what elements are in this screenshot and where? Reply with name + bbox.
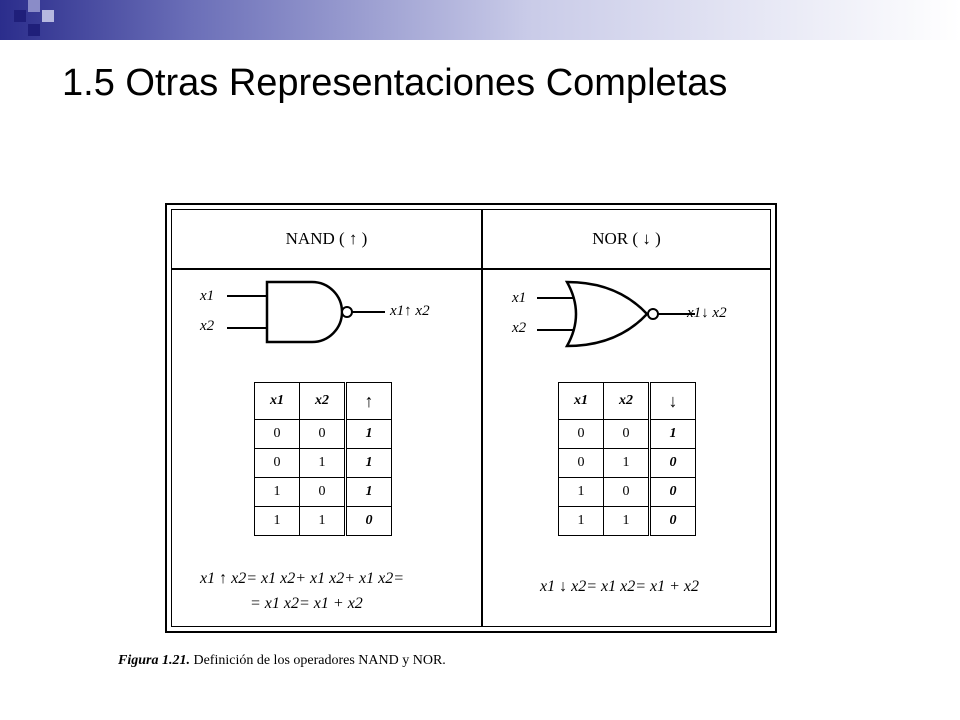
table-row	[559, 478, 696, 507]
nor-header: NOR ( ↓ )	[483, 210, 770, 270]
table-cell: 0	[300, 420, 346, 449]
column-divider	[481, 268, 483, 626]
table-cell: 1	[300, 449, 346, 478]
nand-input2-label: x2	[200, 318, 215, 334]
slide-title: 1.5 Otras Representaciones Completas	[62, 62, 728, 104]
table-cell: 0	[604, 420, 650, 449]
table-cell: 1	[346, 478, 392, 507]
caption-text: Definición de los operadores NAND y NOR.	[193, 653, 446, 668]
table-header-row	[559, 383, 696, 420]
table-cell: 0	[346, 507, 392, 536]
table-cell: 1	[650, 420, 696, 449]
table-header: x2	[604, 383, 650, 420]
table-cell: 1	[559, 507, 604, 536]
table-cell: 0	[559, 449, 604, 478]
decoration-square	[42, 10, 54, 22]
table-row	[255, 507, 392, 536]
nor-gate-icon	[537, 280, 697, 352]
table-header: ↓	[650, 383, 696, 420]
table-cell: 1	[604, 507, 650, 536]
table-cell: 0	[255, 449, 300, 478]
table-row	[255, 420, 392, 449]
table-row	[559, 449, 696, 478]
table-header-row	[255, 383, 392, 420]
table-cell: 0	[650, 449, 696, 478]
table-header: x1	[559, 383, 604, 420]
table-row	[255, 449, 392, 478]
nand-formula-line1: x1 ↑ x2= x1 x2+ x1 x2+ x1 x2=	[200, 570, 404, 587]
figure-frame	[171, 209, 771, 627]
nand-gate-icon	[227, 280, 387, 350]
nand-truth-table	[254, 382, 392, 536]
table-row	[559, 507, 696, 536]
nor-truth-table	[558, 382, 696, 536]
table-row	[255, 478, 392, 507]
table-cell: 0	[559, 420, 604, 449]
table-cell: 1	[255, 507, 300, 536]
header-decoration-band	[0, 0, 960, 40]
table-row	[559, 420, 696, 449]
nand-output-label: x1↑ x2	[390, 303, 430, 319]
nor-formula: x1 ↓ x2= x1 x2= x1 + x2	[540, 578, 699, 595]
table-cell: 1	[255, 478, 300, 507]
table-cell: 1	[346, 420, 392, 449]
table-cell: 1	[559, 478, 604, 507]
table-header: ↑	[346, 383, 392, 420]
decoration-square	[28, 24, 40, 36]
table-cell: 0	[650, 507, 696, 536]
table-header: x2	[300, 383, 346, 420]
nor-input1-label: x1	[512, 290, 527, 306]
decoration-square	[28, 0, 40, 12]
figure-caption	[118, 653, 446, 669]
table-cell: 0	[255, 420, 300, 449]
table-cell: 0	[300, 478, 346, 507]
nand-formula-line2: = x1 x2= x1 + x2	[250, 595, 363, 612]
table-cell: 1	[346, 449, 392, 478]
decoration-square	[14, 10, 26, 22]
nand-header: NAND ( ↑ )	[172, 210, 483, 270]
table-cell: 1	[604, 449, 650, 478]
caption-label: Figura 1.21.	[118, 653, 190, 668]
table-cell: 0	[650, 478, 696, 507]
table-cell: 0	[604, 478, 650, 507]
table-cell: 1	[300, 507, 346, 536]
figure-nand-nor	[165, 203, 777, 633]
nand-input1-label: x1	[200, 288, 215, 304]
nor-output-label: x1↓ x2	[687, 305, 727, 321]
table-header: x1	[255, 383, 300, 420]
nor-input2-label: x2	[512, 320, 527, 336]
